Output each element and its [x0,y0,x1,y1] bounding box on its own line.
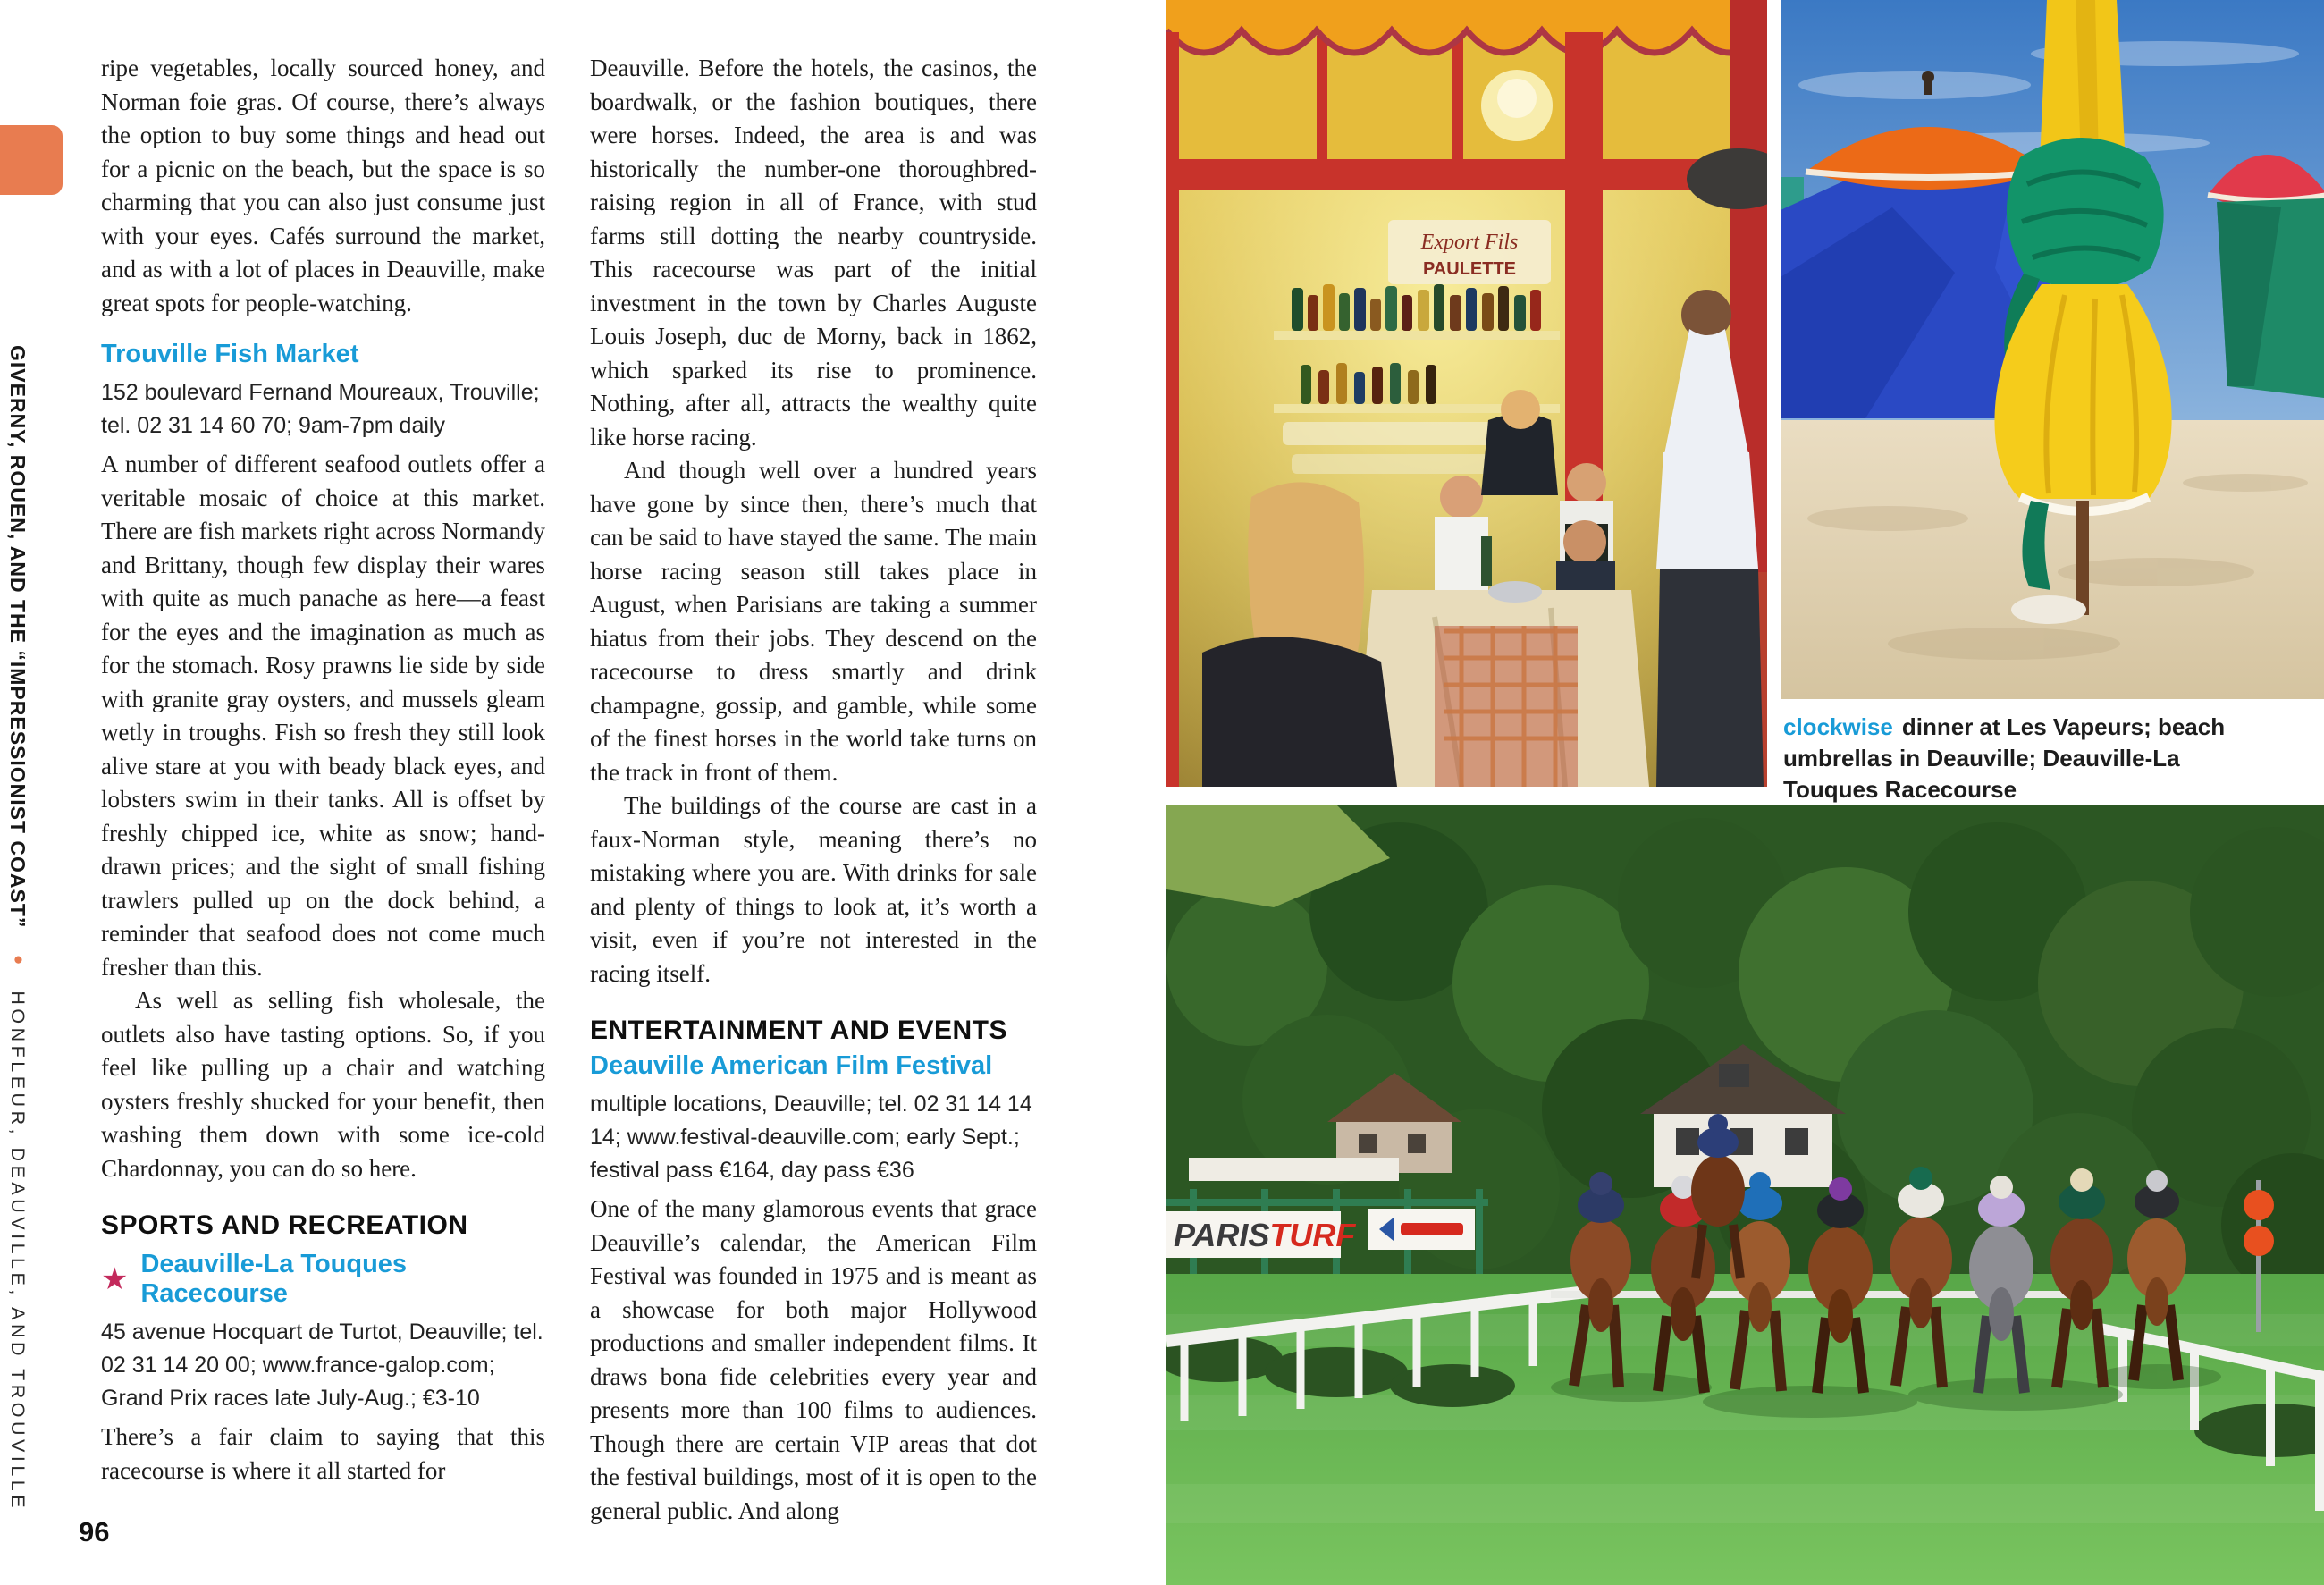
racecourse-title-row [101,1250,545,1309]
bar-sign [1388,220,1551,284]
caption-text: dinner at Les Vapeurs; beach umbrellas in Deauville; Deauville-La Touques Racecourse [1783,713,2226,803]
section-heading-entertainment: ENTERTAINMENT AND EVENTS [590,1016,1008,1045]
listing-title-racecourse: Deauville-La Touques Racecourse [140,1250,408,1308]
photo-beach-umbrellas [1781,0,2324,699]
carrefour-sign [1368,1209,1475,1250]
svg-text:Export Fils: Export Fils [1420,231,1519,254]
page-number: 96 [79,1516,110,1547]
restaurant-illustration [1166,0,1767,787]
listing-title-fish-market: Trouville Fish Market [101,340,359,368]
small-banner [1189,1158,1399,1181]
sidebar-section-title: HONFLEUR, DEAUVILLE, AND TROUVILLE [7,991,29,1513]
svg-text:PAULETTE: PAULETTE [1422,259,1517,279]
racecourse-paragraph-2: And though well over a hundred years have gone by since then, there’s much that can be said to have stayed the same. The main horse racing season still takes place in August, when Parisians are taking a summer hiatus from their jobs. They descend on the racecourse to dress smartly and drink champagne, gossip, and gamble, while some of the finest horses in the world take turns on the track in front of them. [590,457,1037,786]
star-icon: ★ [101,1262,129,1296]
section-heading-sports: SPORTS AND RECREATION [101,1210,468,1240]
text-column-middle [590,52,1037,1528]
sidebar-bullet-icon: ● [9,949,28,969]
racecourse-paragraph-cont: Deauville. Before the hotels, the casinos, the boardwalk, or the fashion boutiques, there were horses. Indeed, the area is and was historically the number-one thoroughbred-raising region in all of France, with stud farms still dotting the nearby countryside. This racecourse was part of the initial investment in the town by Charles Auguste Louis Joseph, duc de Morny, back in 1862, which sparked its rise to prominence. Nothing, after all, attracts the wealthy quite like horse racing. [590,55,1037,451]
paristurf-banner [1166,1211,1356,1258]
paragraph-intro: ripe vegetables, locally sourced honey, and Norman foie gras. Of course, there’s always the option to buy some things and head out for a picnic on the beach, but the space is so charming that you can also just consume just with your eyes. Cafés surround the market, and as with a lot of places in Deauville, make great spots for people-watching. [101,55,545,316]
racecourse-paragraph: There’s a fair claim to saying that this racecourse is where it all started for [101,1423,545,1484]
photo-caption [1783,712,2270,805]
fish-market-contact: 152 boulevard Fernand Moureaux, Trouville; tel. 02 31 14 60 70; 9am-7pm daily [101,380,540,438]
beach-illustration [1781,0,2324,699]
fish-market-paragraph-1: A number of different seafood outlets offer a veritable mosaic of choice at this market. There are fish markets right across Normandy and Brittany, though few display their wares with quite as much panache as here—a feast for the eyes and the imagination as much as for the stomach. Rosy prawns lie side by side with granite gray oysters, and mussels gleam wetly in troughs. Fish so fresh they still look alive stare at you with beady black eyes, and lobsters swim in their tanks. All is offset by freshly chipped ice, white as snow; hand-drawn prices; and the sight of small fishing trawlers pulled up on the dock behind, a reminder that seafood does not come much fresher than this. [101,451,545,981]
fish-market-paragraph-2: As well as selling fish wholesale, the outlets also have tasting options. So, if you feel like pulling up a chair and watching oysters freshly shucked for your benefit, then washing them down with some ice-cold Chardonnay, you can do so here. [101,987,545,1182]
film-festival-contact: multiple locations, Deauville; tel. 02 31 14 14 14; www.festival-deauville.com; early Sept.; festival pass €164, day pass €36 [590,1092,1032,1183]
chapter-tab [0,125,63,195]
caption-lead: clockwise [1783,713,1893,740]
sidebar [5,345,29,1512]
text-column-left [101,52,545,1488]
listing-title-film-festival: Deauville American Film Festival [590,1051,993,1080]
racecourse-paragraph-3: The buildings of the course are cast in a faux-Norman style, meaning there’s no mistaking where you are. With drinks for sale and plenty of things to look at, it’s worth a visit, even if you’re not interested in the racing itself. [590,792,1037,987]
photo-restaurant-les-vapeurs [1166,0,1767,787]
film-festival-paragraph: One of the many glamorous events that grace Deauville’s calendar, the American Film Festival was founded in 1975 and is meant as a showcase for both major Hollywood productions and smaller independent films. It draws bona fide celebrities every year and presents more than 100 films to audiences. Though there are certain VIP areas that dot the festival buildings, most of it is open to the general public. And along [590,1195,1037,1524]
sidebar-chapter-title: GIVERNY, ROUEN, AND THE “IMPRESSIONIST COAST” [6,345,29,929]
svg-text:PARISTURF: PARISTURF [1174,1217,1356,1253]
racecourse-contact: 45 avenue Hocquart de Turtot, Deauville; tel. 02 31 14 20 00; www.france-galop.com; Grand Prix races late July-Aug.; €3-10 [101,1319,543,1411]
racecourse-illustration [1166,805,2324,1585]
photo-racecourse [1166,805,2324,1585]
